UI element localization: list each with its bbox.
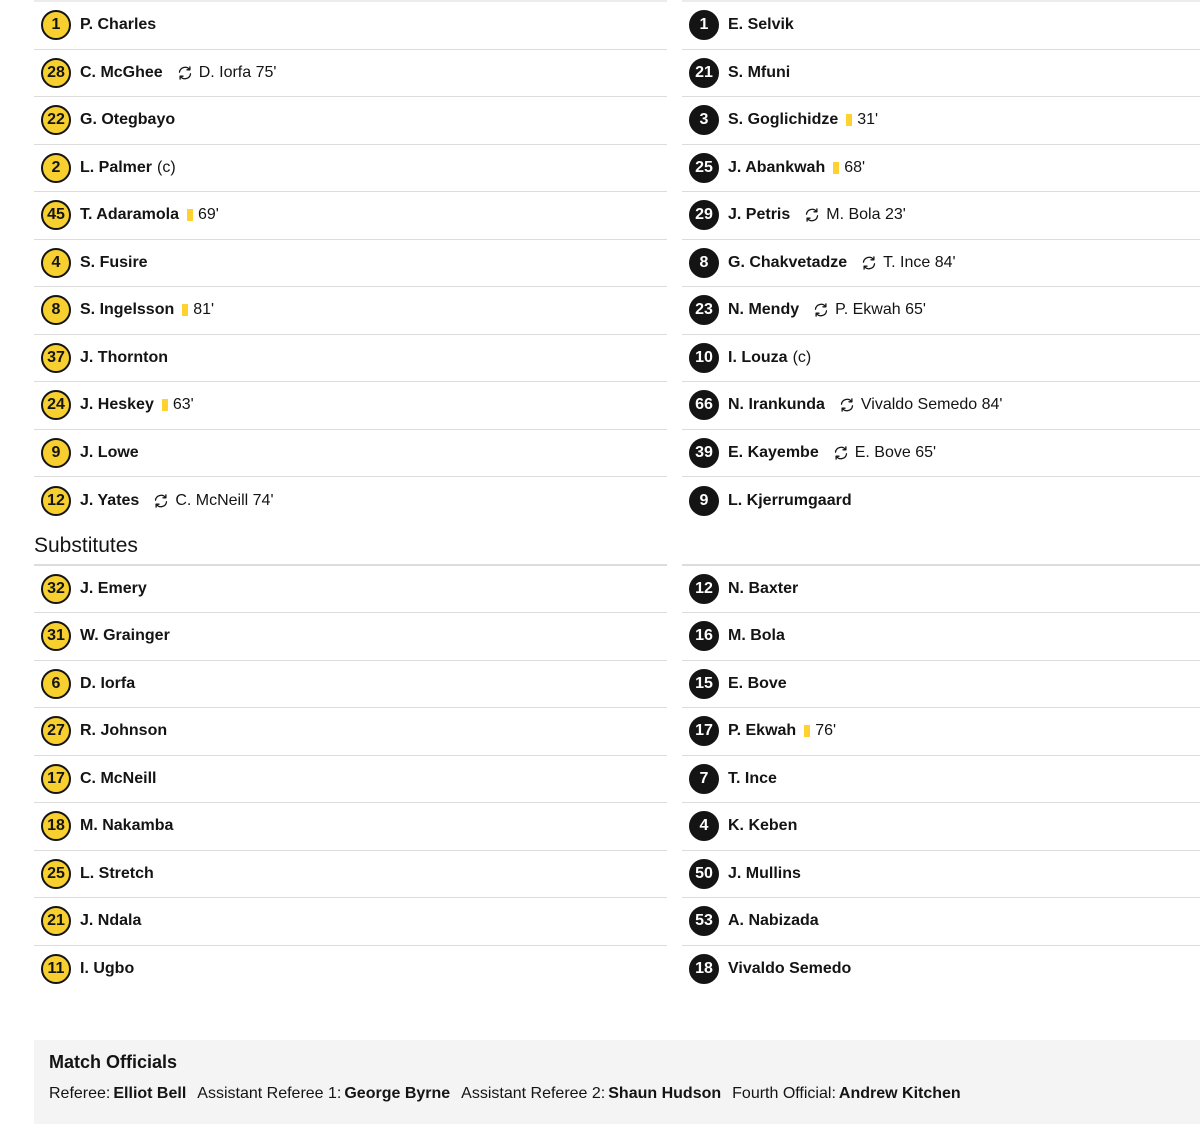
official-name: George Byrne [344, 1085, 451, 1102]
shirt-number-badge: 1 [689, 10, 719, 40]
player-row[interactable] [682, 145, 1200, 193]
shirt-number-badge: 27 [41, 716, 71, 746]
player-name[interactable]: E. Kayembe [728, 443, 819, 461]
substitution-detail: C. McNeill 74' [175, 491, 274, 509]
player-row[interactable] [34, 756, 667, 804]
player-name[interactable]: J. Petris [728, 206, 791, 224]
player-row[interactable] [682, 898, 1200, 946]
shirt-number-badge: 50 [689, 859, 719, 889]
shirt-number-badge: 32 [41, 574, 71, 604]
player-row[interactable] [682, 2, 1200, 50]
shirt-number-badge: 29 [689, 200, 719, 230]
yellow-card-icon [182, 304, 188, 316]
player-row[interactable] [682, 566, 1200, 614]
player-name[interactable]: L. Palmer [80, 158, 153, 176]
player-row[interactable] [34, 661, 667, 709]
shirt-number-badge: 4 [41, 248, 71, 278]
player-name[interactable]: I. Louza [728, 348, 788, 366]
player-name[interactable]: D. Iorfa [80, 674, 136, 692]
player-name[interactable]: W. Grainger [80, 627, 170, 645]
away-substitutes-list [682, 566, 1200, 994]
player-name[interactable]: J. Thornton [80, 348, 168, 366]
player-name[interactable]: P. Charles [80, 16, 157, 34]
substitutes-heading: Substitutes [34, 533, 138, 557]
player-name[interactable]: I. Ugbo [80, 960, 135, 978]
player-name[interactable]: N. Irankunda [728, 396, 825, 414]
shirt-number-badge: 11 [41, 954, 71, 984]
player-row[interactable] [34, 287, 667, 335]
player-name[interactable]: P. Ekwah [728, 722, 797, 740]
match-officials-title: Match Officials [49, 1052, 178, 1072]
shirt-number-badge: 9 [41, 438, 71, 468]
shirt-number-badge: 25 [41, 859, 71, 889]
player-name[interactable]: N. Mendy [728, 301, 800, 319]
player-name[interactable]: J. Mullins [728, 864, 801, 882]
booking-time: 76' [815, 722, 837, 740]
player-row[interactable] [682, 192, 1200, 240]
shirt-number-badge: 66 [689, 390, 719, 420]
player-row[interactable] [682, 97, 1200, 145]
player-name[interactable]: J. Ndala [80, 912, 142, 930]
shirt-number-badge: 16 [689, 621, 719, 651]
player-row[interactable] [34, 240, 667, 288]
player-row[interactable] [682, 851, 1200, 899]
away-starters-list [682, 2, 1200, 525]
official-name: Shaun Hudson [608, 1085, 722, 1102]
away-team-column [682, 0, 1200, 993]
player-name[interactable]: N. Baxter [728, 579, 799, 597]
booking-time: 31' [857, 111, 879, 129]
player-row[interactable] [34, 851, 667, 899]
player-name[interactable]: J. Heskey [80, 396, 154, 414]
shirt-number-badge: 10 [689, 343, 719, 373]
yellow-card-icon [833, 162, 839, 174]
player-row[interactable] [682, 946, 1200, 994]
substitution-icon [861, 255, 877, 271]
shirt-number-badge: 12 [41, 486, 71, 516]
player-name[interactable]: S. Fusire [80, 253, 148, 271]
shirt-number-badge: 24 [41, 390, 71, 420]
player-row[interactable] [682, 240, 1200, 288]
shirt-number-badge: 6 [41, 669, 71, 699]
shirt-number-badge: 21 [689, 58, 719, 88]
player-name[interactable]: J. Abankwah [728, 158, 826, 176]
player-row[interactable] [34, 477, 667, 525]
player-row[interactable] [34, 335, 667, 383]
player-name[interactable]: R. Johnson [80, 722, 168, 740]
yellow-card-icon [804, 725, 810, 737]
player-row[interactable] [682, 430, 1200, 478]
player-row[interactable] [682, 50, 1200, 98]
booking-time: 68' [844, 158, 866, 176]
player-name[interactable]: M. Bola [728, 627, 785, 645]
shirt-number-badge: 45 [41, 200, 71, 230]
shirt-number-badge: 18 [41, 811, 71, 841]
player-row[interactable] [34, 145, 667, 193]
official-role: Referee: [49, 1085, 111, 1102]
player-name[interactable]: E. Selvik [728, 16, 794, 34]
substitution-icon [839, 397, 855, 413]
substitution-icon [804, 207, 820, 223]
shirt-number-badge: 7 [689, 764, 719, 794]
player-row[interactable] [34, 430, 667, 478]
match-officials-list [49, 1085, 1185, 1103]
player-row[interactable] [682, 661, 1200, 709]
shirt-number-badge: 9 [689, 486, 719, 516]
shirt-number-badge: 17 [689, 716, 719, 746]
yellow-card-icon [846, 114, 852, 126]
shirt-number-badge: 3 [689, 105, 719, 135]
player-name[interactable]: E. Bove [728, 674, 787, 692]
booking-time: 63' [172, 396, 194, 414]
player-row[interactable] [682, 708, 1200, 756]
player-row[interactable] [34, 2, 667, 50]
yellow-card-icon [162, 399, 168, 411]
player-row[interactable] [34, 803, 667, 851]
substitution-icon [153, 493, 169, 509]
player-row[interactable] [34, 898, 667, 946]
booking-time: 69' [198, 206, 219, 224]
player-name[interactable]: C. McNeill [80, 769, 157, 787]
substitution-icon [833, 445, 849, 461]
player-row[interactable] [34, 50, 667, 98]
substitutes-heading-spacer [682, 528, 1200, 564]
shirt-number-badge: 8 [41, 295, 71, 325]
player-name[interactable]: G. Chakvetadze [728, 253, 848, 271]
substitution-detail: E. Bove 65' [854, 443, 937, 461]
player-name[interactable]: M. Nakamba [80, 817, 174, 835]
player-row[interactable] [682, 335, 1200, 383]
official-role: Fourth Official: [732, 1085, 836, 1102]
substitution-detail: T. Ince 84' [883, 253, 956, 271]
player-name[interactable]: J. Yates [80, 491, 140, 509]
home-starters-list [34, 2, 667, 525]
home-substitutes-list [34, 566, 667, 994]
player-name[interactable]: C. McGhee [80, 63, 163, 81]
player-name[interactable]: L. Stretch [80, 864, 154, 882]
shirt-number-badge: 22 [41, 105, 71, 135]
shirt-number-badge: 12 [689, 574, 719, 604]
player-name[interactable]: S. Goglichidze [728, 111, 839, 129]
booking-time: 81' [193, 301, 215, 319]
shirt-number-badge: 23 [689, 295, 719, 325]
shirt-number-badge: 31 [41, 621, 71, 651]
player-row[interactable] [682, 382, 1200, 430]
match-officials-panel [34, 1040, 1200, 1124]
player-name[interactable]: G. Otegbayo [80, 111, 176, 129]
player-row[interactable] [34, 97, 667, 145]
official-name: Elliot Bell [113, 1085, 187, 1102]
shirt-number-badge: 39 [689, 438, 719, 468]
captain-marker: (c) [792, 348, 812, 366]
player-row[interactable] [682, 613, 1200, 661]
shirt-number-badge: 8 [689, 248, 719, 278]
substitution-icon [813, 302, 829, 318]
player-name[interactable]: T. Adaramola [80, 206, 179, 224]
official-name: Andrew Kitchen [838, 1085, 961, 1102]
home-team-column [34, 0, 667, 993]
official-role: Assistant Referee 2: [461, 1085, 606, 1102]
shirt-number-badge: 53 [689, 906, 719, 936]
yellow-card-icon [187, 209, 193, 221]
substitution-detail: D. Iorfa 75' [198, 63, 277, 81]
player-name[interactable]: S. Ingelsson [80, 301, 175, 319]
captain-marker: (c) [157, 158, 176, 176]
player-row[interactable] [34, 382, 667, 430]
shirt-number-badge: 18 [689, 954, 719, 984]
shirt-number-badge: 21 [41, 906, 71, 936]
shirt-number-badge: 1 [41, 10, 71, 40]
player-name[interactable]: J. Emery [80, 579, 147, 597]
shirt-number-badge: 4 [689, 811, 719, 841]
shirt-number-badge: 2 [41, 153, 71, 183]
substitution-detail: M. Bola 23' [826, 206, 906, 224]
player-row[interactable] [682, 756, 1200, 804]
player-row[interactable] [34, 192, 667, 240]
player-name[interactable]: Vivaldo Semedo [728, 960, 852, 978]
substitution-detail: Vivaldo Semedo 84' [860, 396, 1003, 414]
player-row[interactable] [34, 566, 667, 614]
shirt-number-badge: 37 [41, 343, 71, 373]
player-name[interactable]: A. Nabizada [728, 912, 819, 930]
player-row[interactable] [34, 946, 667, 994]
player-name[interactable]: T. Ince [728, 769, 777, 787]
player-name[interactable]: S. Mfuni [728, 63, 791, 81]
shirt-number-badge: 15 [689, 669, 719, 699]
player-row[interactable] [682, 803, 1200, 851]
shirt-number-badge: 17 [41, 764, 71, 794]
player-name[interactable]: L. Kjerrumgaard [728, 491, 852, 509]
shirt-number-badge: 28 [41, 58, 71, 88]
shirt-number-badge: 25 [689, 153, 719, 183]
player-row[interactable] [682, 287, 1200, 335]
player-name[interactable]: J. Lowe [80, 443, 139, 461]
substitution-detail: P. Ekwah 65' [835, 301, 926, 319]
player-row[interactable] [682, 477, 1200, 525]
player-row[interactable] [34, 708, 667, 756]
player-name[interactable]: K. Keben [728, 817, 798, 835]
player-row[interactable] [34, 613, 667, 661]
official-role: Assistant Referee 1: [197, 1085, 342, 1102]
substitution-icon [177, 65, 193, 81]
